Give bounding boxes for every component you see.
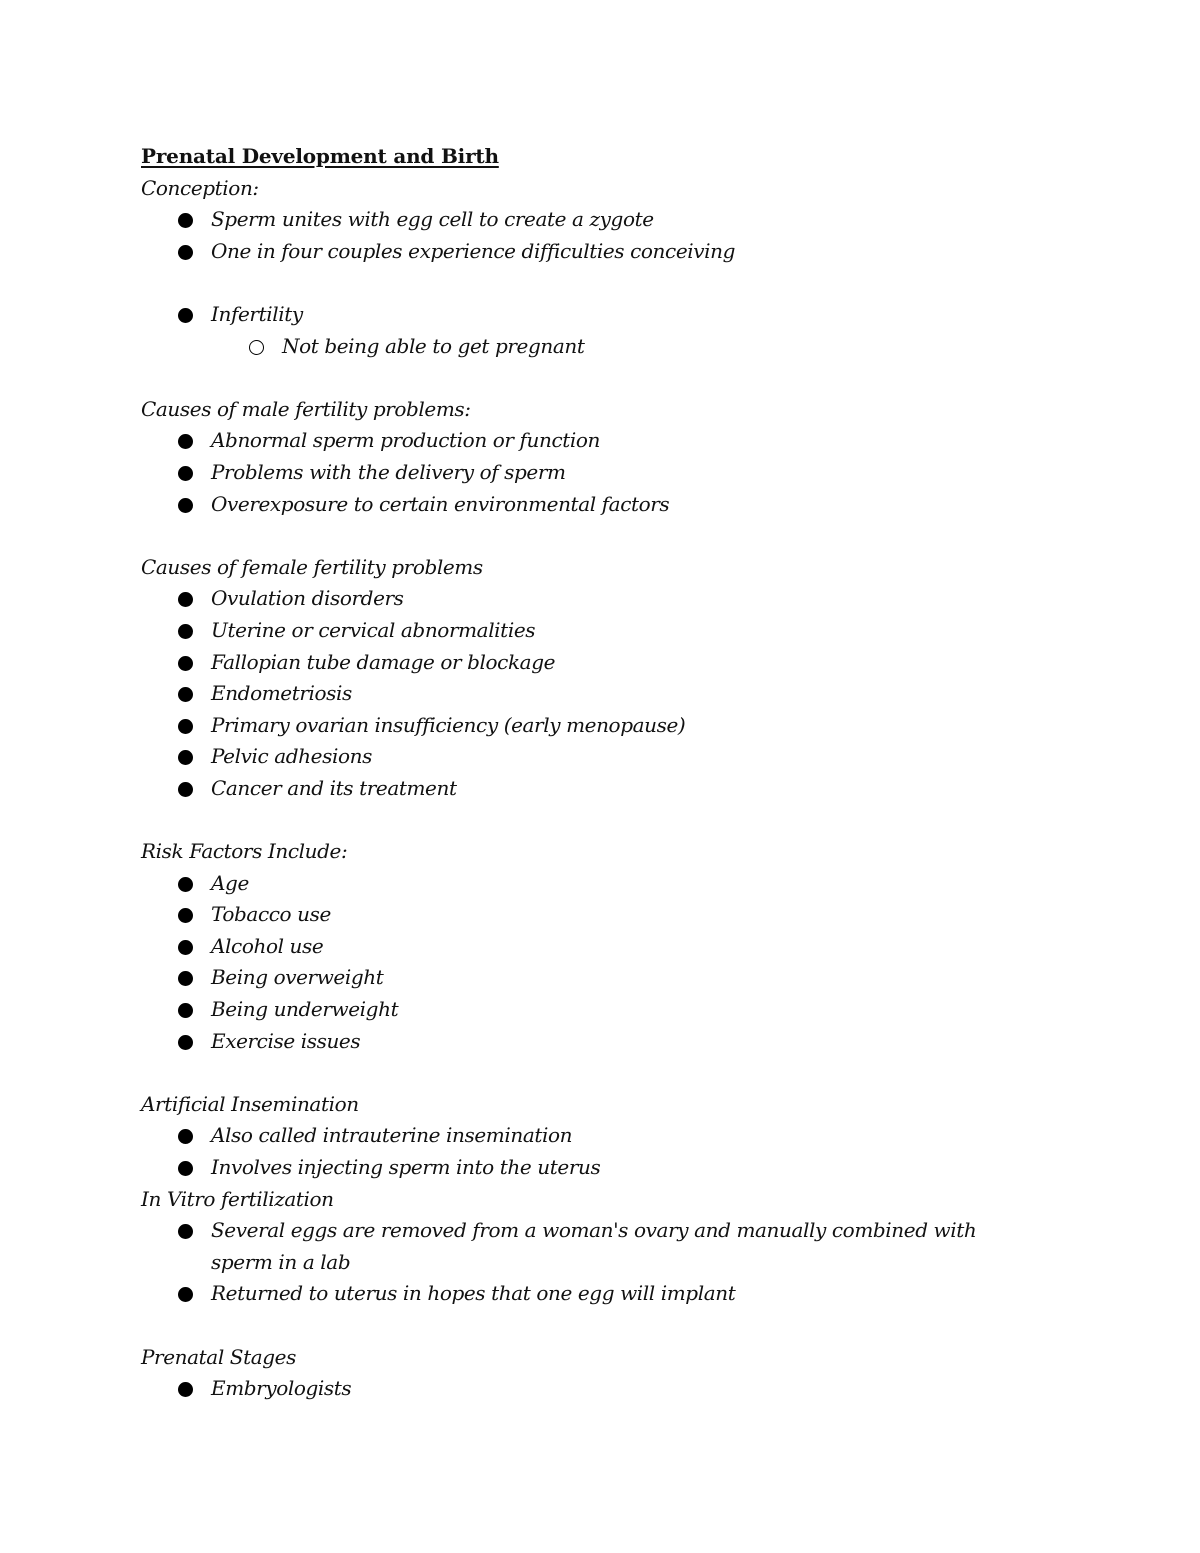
list-item-text: Not being able to get pregnant — [282, 333, 585, 358]
blank-line — [141, 1057, 1061, 1089]
list-item — [141, 741, 1061, 773]
filled-bullet-icon — [178, 1161, 193, 1176]
filled-bullet-icon — [178, 308, 193, 323]
list-item-text: Exercise issues — [211, 1028, 361, 1053]
filled-bullet-icon — [178, 624, 193, 639]
section-heading: Causes of female fertility problems — [141, 554, 483, 579]
list-item — [141, 773, 1061, 805]
list-item — [141, 204, 1061, 236]
filled-bullet-icon — [178, 1003, 193, 1018]
filled-bullet-icon — [178, 1382, 193, 1397]
document-title: Prenatal Development and Birth — [141, 144, 499, 168]
blank-line — [141, 267, 1061, 299]
list-item-text: Tobacco use — [211, 902, 331, 927]
filled-bullet-icon — [178, 1129, 193, 1144]
filled-bullet-icon — [178, 1035, 193, 1050]
list-item — [141, 1152, 1061, 1184]
list-item-text: Cancer and its treatment — [211, 775, 457, 800]
list-item-text: Overexposure to certain environmental factors — [211, 491, 670, 516]
hollow-bullet-icon — [249, 340, 264, 355]
list-item-text: One in four couples experience difficulties conceiving — [211, 238, 736, 263]
list-item-text: Pelvic adhesions — [211, 744, 372, 769]
list-item-text: Problems with the delivery of sperm — [211, 459, 566, 484]
list-item — [141, 583, 1061, 615]
list-item-text: Abnormal sperm production or function — [211, 428, 601, 453]
list-item-text: Being underweight — [211, 997, 399, 1022]
list-item — [141, 1120, 1061, 1152]
list-item — [141, 1215, 1041, 1278]
filled-bullet-icon — [178, 466, 193, 481]
list-item — [141, 647, 1061, 679]
filled-bullet-icon — [178, 1287, 193, 1302]
list-item-text: Several eggs are removed from a woman's ovary and manually combined with sperm in a lab — [211, 1218, 977, 1274]
list-item — [141, 868, 1061, 900]
filled-bullet-icon — [178, 592, 193, 607]
list-item — [141, 1026, 1061, 1058]
filled-bullet-icon — [178, 245, 193, 260]
list-item — [141, 236, 1061, 268]
list-item — [141, 489, 1061, 521]
filled-bullet-icon — [178, 719, 193, 734]
list-item-text: Uterine or cervical abnormalities — [211, 617, 536, 642]
list-item-text: Primary ovarian insufficiency (early menopause) — [211, 712, 686, 737]
list-item-text: Sperm unites with egg cell to create a zygote — [211, 207, 654, 232]
section-heading: Causes of male fertility problems: — [141, 396, 471, 421]
section-heading: Risk Factors Include: — [141, 839, 348, 864]
section-heading: Prenatal Stages — [141, 1344, 296, 1369]
list-item-text: Being overweight — [211, 965, 384, 990]
blank-line — [141, 804, 1061, 836]
list-item — [141, 1278, 1061, 1310]
list-item — [141, 425, 1061, 457]
list-item — [141, 678, 1061, 710]
list-item — [141, 615, 1061, 647]
list-item — [141, 1373, 1061, 1405]
list-item-text: Endometriosis — [211, 681, 352, 706]
list-item-text: Embryologists — [211, 1376, 352, 1401]
filled-bullet-icon — [178, 940, 193, 955]
filled-bullet-icon — [178, 498, 193, 513]
list-item-text: Returned to uterus in hopes that one egg will implant — [211, 1281, 736, 1306]
blank-line — [141, 520, 1061, 552]
filled-bullet-icon — [178, 908, 193, 923]
list-item-text: Fallopian tube damage or blockage — [211, 649, 556, 674]
filled-bullet-icon — [178, 877, 193, 892]
list-item — [141, 299, 1061, 331]
list-item — [141, 899, 1061, 931]
list-item-text: Involves injecting sperm into the uterus — [211, 1155, 601, 1179]
list-item — [141, 994, 1061, 1026]
filled-bullet-icon — [178, 971, 193, 986]
sub-list-item — [141, 331, 1061, 363]
blank-line — [141, 1310, 1061, 1342]
document-page — [141, 141, 1061, 1405]
list-item-text: Ovulation disorders — [211, 586, 404, 611]
list-item — [141, 962, 1061, 994]
filled-bullet-icon — [178, 782, 193, 797]
list-item-text: Age — [211, 870, 249, 895]
section-heading: Conception: — [141, 175, 259, 200]
filled-bullet-icon — [178, 656, 193, 671]
list-item-text: Infertility — [211, 301, 303, 326]
section-heading: In Vitro fertilization — [141, 1186, 334, 1211]
filled-bullet-icon — [178, 1224, 193, 1239]
list-item-text: Also called intrauterine insemination — [211, 1123, 573, 1148]
list-item-text: Alcohol use — [211, 933, 324, 958]
filled-bullet-icon — [178, 687, 193, 702]
filled-bullet-icon — [178, 750, 193, 765]
filled-bullet-icon — [178, 213, 193, 228]
filled-bullet-icon — [178, 434, 193, 449]
section-heading: Artificial Insemination — [141, 1091, 359, 1116]
blank-line — [141, 362, 1061, 394]
list-item — [141, 931, 1061, 963]
list-item — [141, 457, 1061, 489]
list-item — [141, 710, 1061, 742]
